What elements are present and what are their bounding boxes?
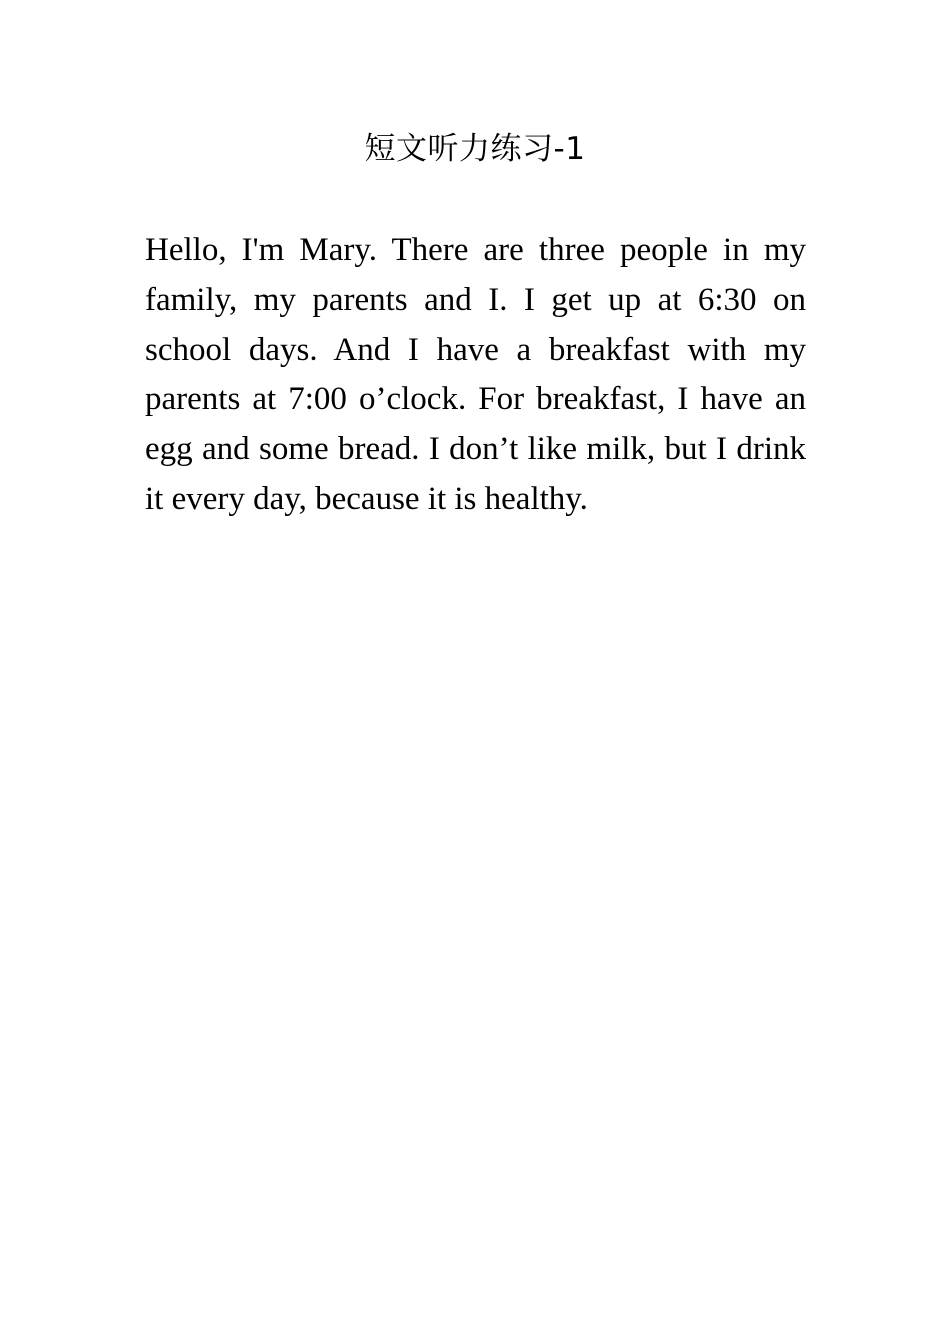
page-title: 短文听力练习-1 [364,131,586,167]
passage-paragraph: Hello, I'm Mary. There are three people in my family, my parents and I. I get up at 6:30 on school days. And I have a breakfast with my parents at 7:00 o’clock. For breakfast, I have an egg and some bread. I don’t like milk, but I drink it every day, because it is healthy. [145,232,806,517]
